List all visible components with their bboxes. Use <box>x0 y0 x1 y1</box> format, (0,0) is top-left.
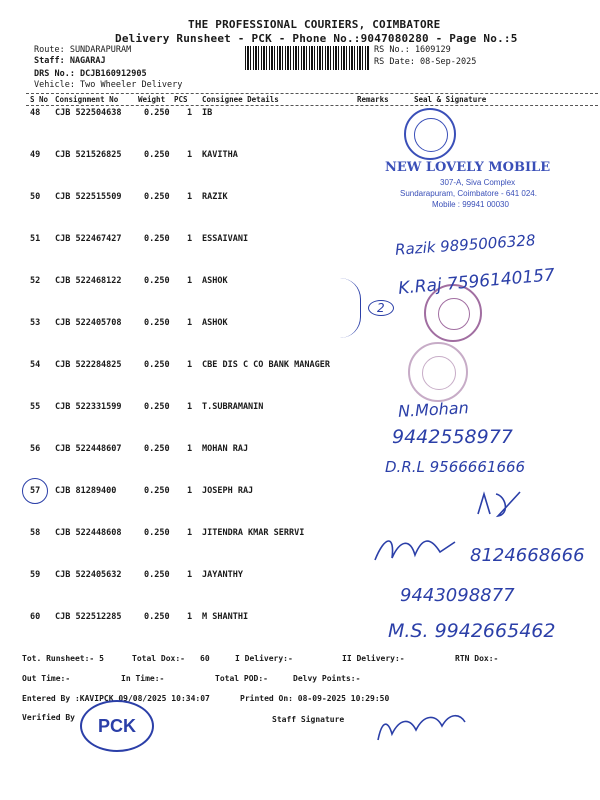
signature-row-58 <box>370 530 460 570</box>
staff-signature: Staff Signature <box>272 715 345 724</box>
barcode <box>245 46 369 70</box>
handwriting-row-57: D.R.L 9566661666 <box>385 458 526 476</box>
table-cell-name: JOSEPH RAJ <box>202 486 254 496</box>
col-seal: Seal & Signature <box>414 95 487 104</box>
company-title: THE PROFESSIONAL COURIERS, COIMBATORE <box>188 18 441 31</box>
verified-by: Verified By <box>22 713 75 722</box>
handwriting-row-59: 9443098877 <box>400 585 515 606</box>
runsheet-subtitle: Delivery Runsheet - PCK - Phone No.:9047080280 - Page No.:5 <box>115 32 518 45</box>
signature-row-57 <box>470 484 530 524</box>
drs-number: DRS No.: DCJB160912905 <box>34 69 147 79</box>
table-cell-pcs: 1 <box>187 360 193 370</box>
table-cell-sno: 60 <box>30 612 41 622</box>
handwriting-rows-52-53: 2 <box>368 300 394 316</box>
handwriting-row-50: Razik 9895006328 <box>394 231 537 259</box>
table-cell-cno: CJB 522515509 <box>55 192 122 202</box>
printed-on: Printed On: 08-09-2025 10:29:50 <box>240 694 390 703</box>
table-cell-cno: CJB 522284825 <box>55 360 122 370</box>
table-cell-pcs: 1 <box>187 486 193 496</box>
table-cell-name: ASHOK <box>202 276 228 286</box>
table-cell-weight: 0.250 <box>144 192 170 202</box>
staff: Staff: NAGARAJ <box>34 56 106 66</box>
pck-stamp <box>80 700 154 752</box>
circled-row-mark <box>22 478 48 504</box>
table-cell-weight: 0.250 <box>144 360 170 370</box>
table-cell-name: JITENDRA KMAR SERRVI <box>202 528 305 538</box>
rtn-dox: RTN Dox:- <box>455 654 499 663</box>
table-cell-name: JAYANTHY <box>202 570 243 580</box>
shop-round-seal <box>404 108 456 160</box>
table-cell-cno: CJB 522467427 <box>55 234 122 244</box>
table-cell-sno: 51 <box>30 234 41 244</box>
table-cell-weight: 0.250 <box>144 570 170 580</box>
in-time: In Time:- <box>121 674 165 683</box>
table-cell-name: ASHOK <box>202 318 228 328</box>
table-cell-sno: 55 <box>30 402 41 412</box>
tot-runsheet: Tot. Runsheet:- 5 <box>22 654 104 663</box>
table-cell-pcs: 1 <box>187 276 193 286</box>
shop-address-2: Sundarapuram, Coimbatore - 641 024. <box>400 189 537 198</box>
table-cell-sno: 48 <box>30 108 41 118</box>
col-consignment: Consignment No <box>55 95 119 104</box>
col-consignee: Consignee Details <box>202 95 279 104</box>
table-cell-pcs: 1 <box>187 402 193 412</box>
shop-mobile: Mobile : 99941 00030 <box>432 200 509 209</box>
ii-delivery: II Delivery:- <box>342 654 405 663</box>
round-seal-3 <box>408 342 468 402</box>
rs-date: RS Date: 08-Sep-2025 <box>374 57 477 67</box>
handwriting-row-56: 9442558977 <box>392 426 513 448</box>
table-cell-cno: CJB 522331599 <box>55 402 122 412</box>
table-cell-cno: CJB 522512285 <box>55 612 122 622</box>
out-time: Out Time:- <box>22 674 71 683</box>
table-cell-cno: CJB 521526825 <box>55 150 122 160</box>
table-cell-cno: CJB 522405708 <box>55 318 122 328</box>
col-sno: S No <box>30 95 49 104</box>
handwriting-row-55: N.Mohan <box>397 398 470 421</box>
table-cell-sno: 53 <box>30 318 41 328</box>
header-rule-top <box>26 93 598 94</box>
table-cell-sno: 58 <box>30 528 41 538</box>
pck-stamp-text: PCK <box>97 715 136 736</box>
shop-address-1: 307-A, Siva Complex <box>440 178 516 187</box>
total-dox-label: Total Dox:- <box>132 654 185 663</box>
table-cell-sno: 52 <box>30 276 41 286</box>
table-cell-pcs: 1 <box>187 318 193 328</box>
shop-name: NEW LOVELY MOBILE <box>385 160 551 175</box>
handwriting-row-60: M.S. 9942665462 <box>388 620 556 642</box>
table-cell-sno: 57 <box>30 486 41 496</box>
table-cell-cno: CJB 522504638 <box>55 108 122 118</box>
table-cell-weight: 0.250 <box>144 402 170 412</box>
table-cell-weight: 0.250 <box>144 150 170 160</box>
handwriting-row-58: 8124668666 <box>470 545 585 566</box>
table-cell-cno: CJB 81289400 <box>55 486 117 496</box>
table-cell-sno: 50 <box>30 192 41 202</box>
handwriting-row-51: K.Raj 7596140157 <box>397 265 556 299</box>
table-cell-pcs: 1 <box>187 528 193 538</box>
col-weight: Weight <box>138 95 166 104</box>
table-cell-name: MOHAN RAJ <box>202 444 249 454</box>
table-cell-name: RAZIK <box>202 192 228 202</box>
table-cell-name: M SHANTHI <box>202 612 249 622</box>
entered-by: Entered By :KAVIPCK 09/08/2025 10:34:07 <box>22 694 210 703</box>
table-cell-cno: CJB 522405632 <box>55 570 122 580</box>
total-dox-value: 60 <box>200 654 210 663</box>
table-cell-pcs: 1 <box>187 234 193 244</box>
col-remarks: Remarks <box>357 95 389 104</box>
bracket-rows-52-53 <box>340 278 361 338</box>
table-cell-weight: 0.250 <box>144 528 170 538</box>
table-cell-weight: 0.250 <box>144 444 170 454</box>
table-cell-cno: CJB 522448608 <box>55 528 122 538</box>
table-cell-pcs: 1 <box>187 150 193 160</box>
table-cell-pcs: 1 <box>187 612 193 622</box>
col-pcs: PCS <box>174 95 188 104</box>
vehicle: Vehicle: Two Wheeler Delivery <box>34 80 183 90</box>
table-cell-sno: 49 <box>30 150 41 160</box>
header-rule-bottom <box>26 105 598 106</box>
table-cell-weight: 0.250 <box>144 276 170 286</box>
table-cell-sno: 56 <box>30 444 41 454</box>
table-cell-name: CBE DIS C CO BANK MANAGER <box>202 360 330 370</box>
staff-signature-mark <box>370 700 470 750</box>
table-cell-sno: 54 <box>30 360 41 370</box>
delvy-points: Delvy Points:- <box>293 674 361 683</box>
table-cell-weight: 0.250 <box>144 612 170 622</box>
table-cell-weight: 0.250 <box>144 234 170 244</box>
table-cell-sno: 59 <box>30 570 41 580</box>
table-cell-weight: 0.250 <box>144 486 170 496</box>
table-cell-name: KAVITHA <box>202 150 238 160</box>
table-cell-pcs: 1 <box>187 192 193 202</box>
route: Route: SUNDARAPURAM <box>34 45 132 55</box>
table-cell-cno: CJB 522448607 <box>55 444 122 454</box>
table-cell-weight: 0.250 <box>144 318 170 328</box>
table-cell-name: ESSAIVANI <box>202 234 249 244</box>
i-delivery: I Delivery:- <box>235 654 293 663</box>
table-cell-pcs: 1 <box>187 108 193 118</box>
table-cell-pcs: 1 <box>187 570 193 580</box>
total-pod: Total POD:- <box>215 674 268 683</box>
rs-number: RS No.: 1609129 <box>374 45 451 55</box>
table-cell-pcs: 1 <box>187 444 193 454</box>
table-cell-name: IB <box>202 108 213 118</box>
table-cell-name: T.SUBRAMANIN <box>202 402 264 412</box>
table-cell-weight: 0.250 <box>144 108 170 118</box>
table-cell-cno: CJB 522468122 <box>55 276 122 286</box>
